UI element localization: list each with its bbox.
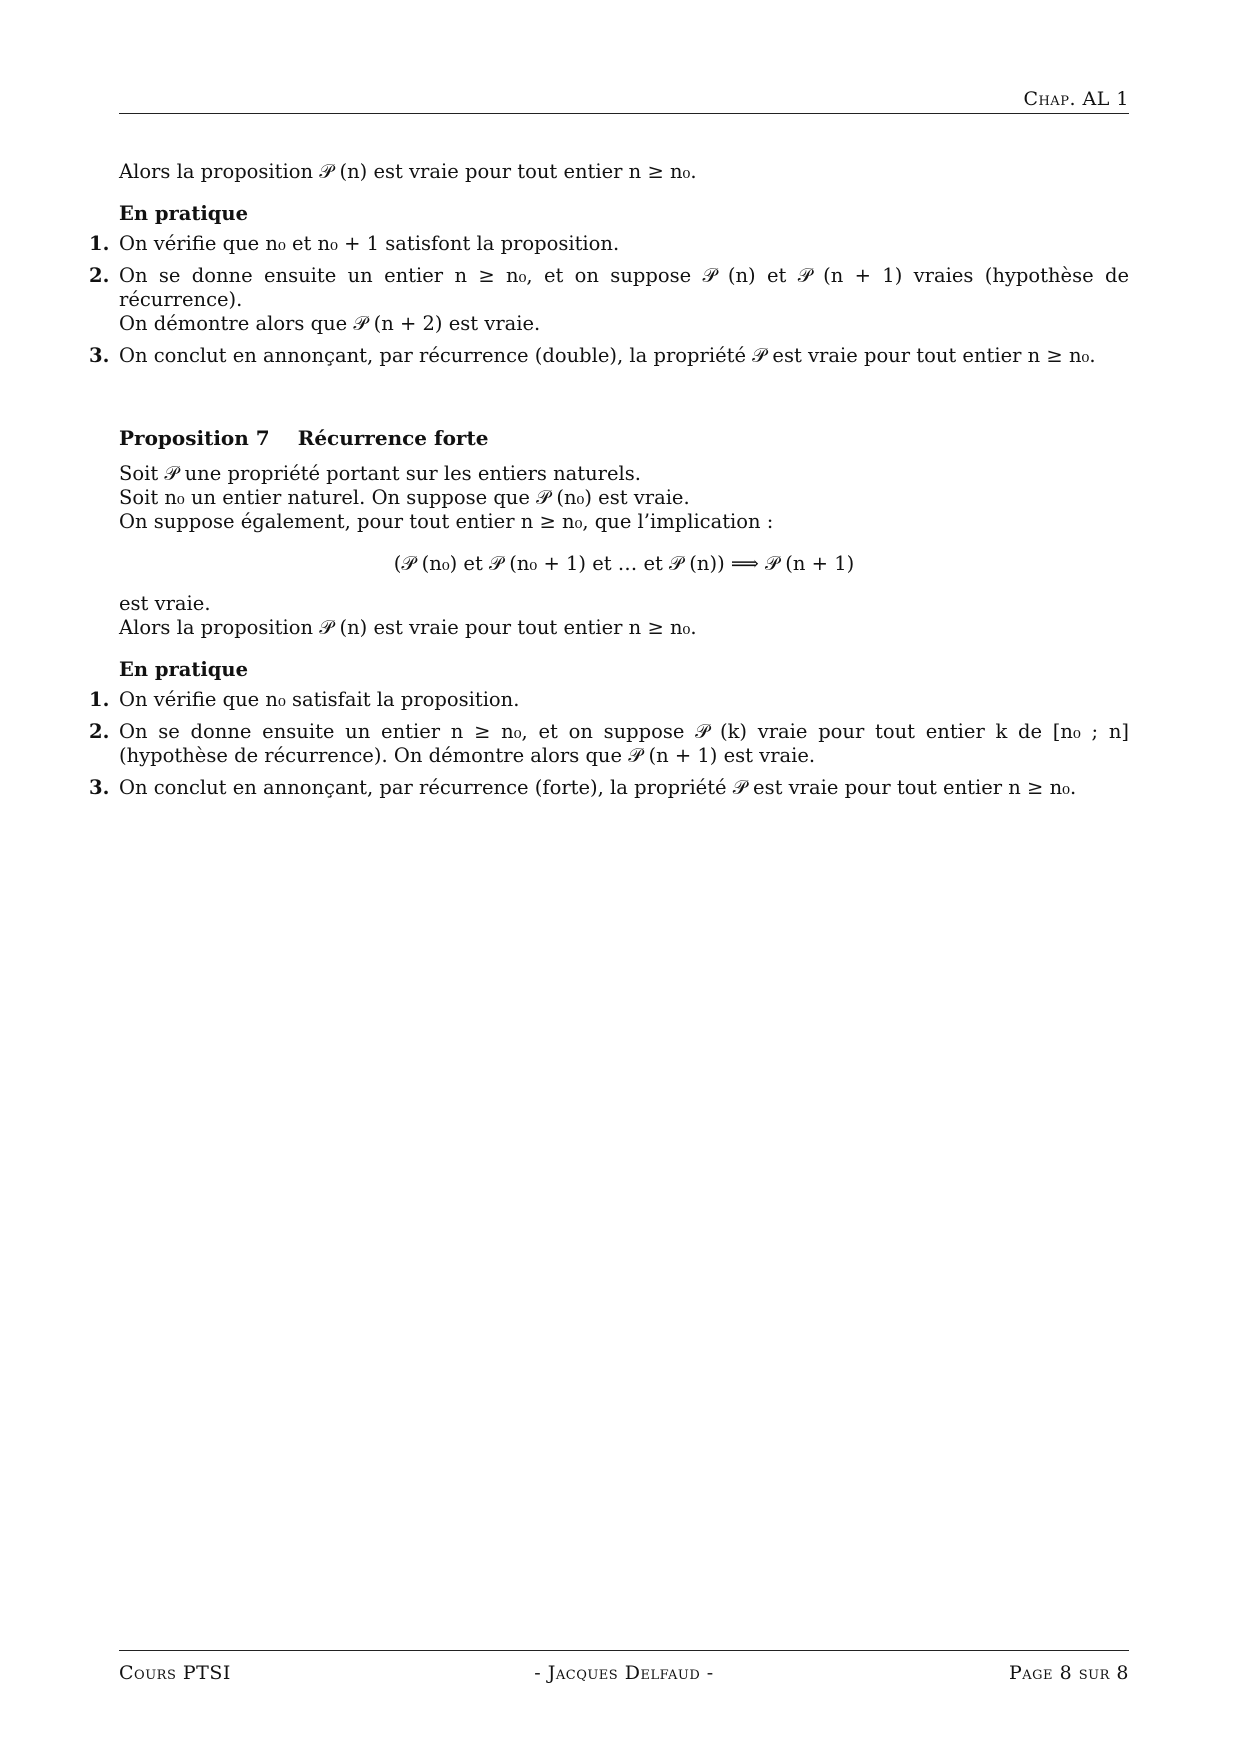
list-item xyxy=(89,232,1129,256)
section1-heading: En pratique xyxy=(119,202,249,225)
step-text: On conclut en annonçant, par récurrence (double), la propriété 𝒫 est vraie pour tout entier n ≥ n₀. xyxy=(119,344,1096,367)
list-item xyxy=(89,688,1129,712)
running-header: Chap. AL 1 xyxy=(1023,88,1129,110)
step-number: 3. xyxy=(89,776,110,799)
list-item xyxy=(89,264,1129,336)
step-number: 2. xyxy=(89,720,110,743)
step-text-continued: On démontre alors que 𝒫 (n + 2) est vraie. xyxy=(119,312,541,335)
footer-page-number: Page 8 sur 8 xyxy=(1009,1662,1129,1684)
footer-rule xyxy=(119,1650,1129,1651)
step-number: 2. xyxy=(89,264,110,287)
step-number: 1. xyxy=(89,688,110,711)
implication-formula: (𝒫 (n₀) et 𝒫 (n₀ + 1) et … et 𝒫 (n)) ⟹ 𝒫 (n + 1) xyxy=(393,552,855,575)
proposition-line: Soit 𝒫 une propriété portant sur les entiers naturels. xyxy=(119,462,641,485)
step-text: On se donne ensuite un entier n ≥ n₀, et on suppose 𝒫 (k) vraie pour tout entier k de [n₀ ; n] (hypothèse de récurrence). On démontre alors que 𝒫 (n + 1) est vraie. xyxy=(119,720,1129,767)
main-content xyxy=(89,160,1129,808)
proposition-line: est vraie. xyxy=(119,592,211,615)
step-text: On vérifie que n₀ satisfait la proposition. xyxy=(119,688,520,711)
proposition-line: On suppose également, pour tout entier n ≥ n₀, que l’implication : xyxy=(119,510,774,533)
section2-steps xyxy=(89,688,1129,800)
section1-steps xyxy=(89,232,1129,368)
proposition-title: Récurrence forte xyxy=(297,426,489,450)
step-text: On vérifie que n₀ et n₀ + 1 satisfont la proposition. xyxy=(119,232,620,255)
proposition-heading xyxy=(119,426,1129,450)
list-item xyxy=(89,720,1129,768)
header-rule xyxy=(119,113,1129,114)
proposition-conclusion: Alors la proposition 𝒫 (n) est vraie pour tout entier n ≥ n₀. xyxy=(119,616,697,639)
list-item xyxy=(89,344,1129,368)
intro-conclusion: Alors la proposition 𝒫 (n) est vraie pour tout entier n ≥ n₀. xyxy=(119,160,697,183)
proposition-label: Proposition 7 xyxy=(119,426,270,450)
proposition-line: Soit n₀ un entier naturel. On suppose que 𝒫 (n₀) est vraie. xyxy=(119,486,690,509)
section2-heading: En pratique xyxy=(119,658,249,681)
step-text: On se donne ensuite un entier n ≥ n₀, et on suppose 𝒫 (n) et 𝒫 (n + 1) vraies (hypothèse de récurrence). xyxy=(119,264,1129,311)
step-number: 3. xyxy=(89,344,110,367)
step-number: 1. xyxy=(89,232,110,255)
list-item xyxy=(89,776,1129,800)
footer-author: - Jacques Delfaud - xyxy=(534,1662,714,1684)
step-text: On conclut en annonçant, par récurrence (forte), la propriété 𝒫 est vraie pour tout entier n ≥ n₀. xyxy=(119,776,1077,799)
footer-course: Cours PTSI xyxy=(119,1662,231,1684)
